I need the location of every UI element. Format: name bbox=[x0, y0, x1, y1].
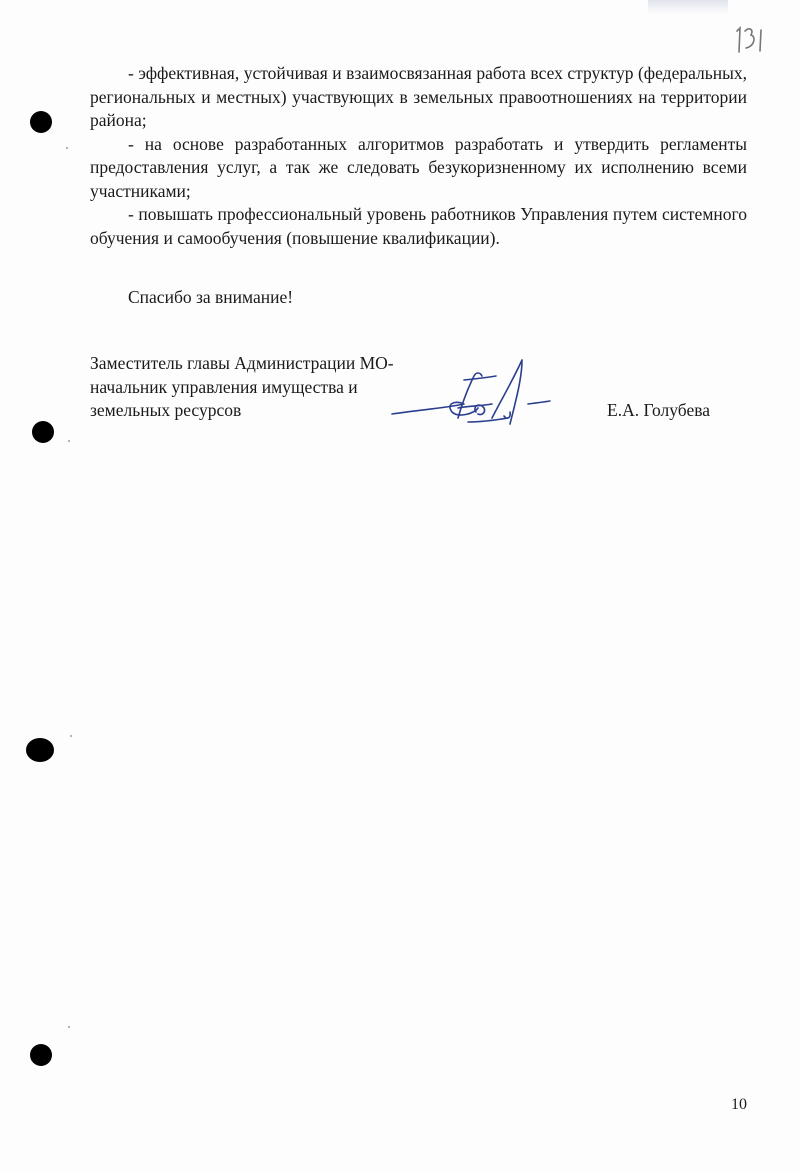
paragraph-qualification: - повышать профессиональный уровень работников Управления путем системного обучения и самообучения (повышение квалификации). bbox=[90, 204, 747, 248]
punch-hole-upper-middle bbox=[32, 421, 54, 443]
punch-hole-bottom bbox=[30, 1044, 52, 1066]
scan-speck bbox=[68, 440, 70, 442]
signoff-title bbox=[90, 352, 394, 423]
signoff-title-line: Заместитель главы Администрации МО- bbox=[90, 353, 394, 373]
scan-smudge bbox=[648, 0, 728, 14]
scan-speck bbox=[70, 735, 72, 737]
punch-hole-top bbox=[30, 111, 52, 133]
paragraph-structures: - эффективная, устойчивая и взаимосвязанная работа всех структур (федеральных, региональных и местных) участвующих в земельных правоотношениях на территории района; bbox=[90, 63, 747, 130]
archive-number-handwriting-icon bbox=[730, 22, 770, 56]
signoff-title-line: начальник управления имущества и bbox=[90, 376, 358, 397]
scan-speck bbox=[68, 1026, 70, 1028]
punch-hole-lower-middle bbox=[26, 738, 54, 762]
signer-name: Е.А. Голубева bbox=[607, 400, 711, 420]
signature-icon bbox=[388, 352, 563, 434]
scan-speck bbox=[66, 147, 68, 149]
archive-number-stamp bbox=[730, 22, 770, 56]
thanks-line: Спасибо за внимание! bbox=[128, 287, 294, 307]
handwritten-signature bbox=[388, 352, 563, 434]
page-number: 10 bbox=[731, 1096, 747, 1113]
signoff-title-line: земельных ресурсов bbox=[90, 400, 242, 420]
paragraph-regulations: - на основе разработанных алгоритмов разработать и утвердить регламенты предоставления услуг, а так же следовать безукоризненному их исполнению всеми участниками; bbox=[90, 133, 747, 201]
body-text bbox=[90, 62, 747, 250]
